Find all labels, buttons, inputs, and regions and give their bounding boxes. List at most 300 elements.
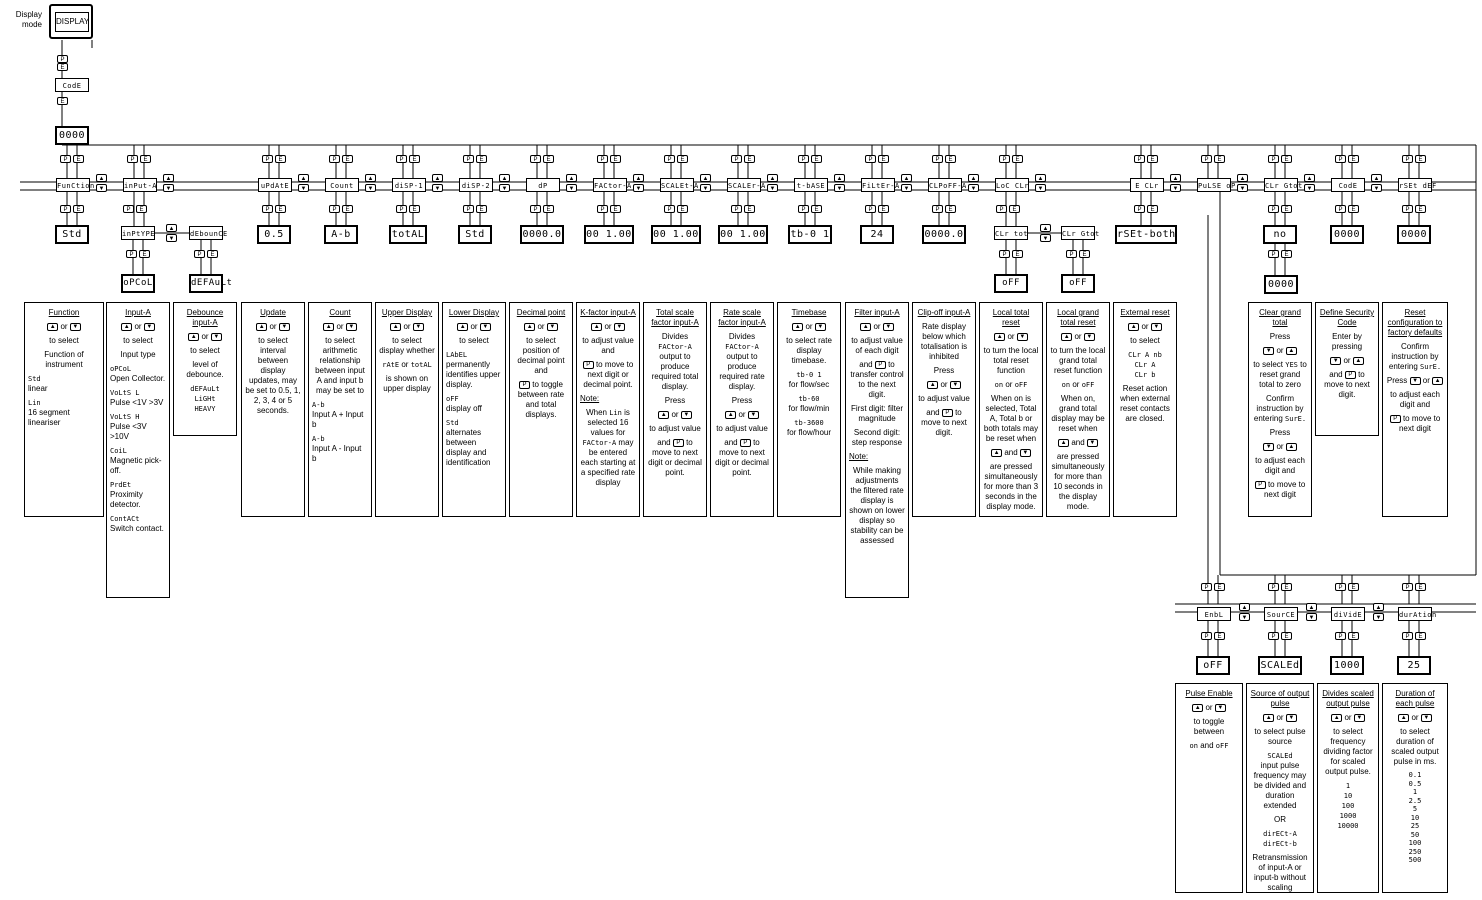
volts-l-desc: Pulse <1V >3V	[110, 398, 164, 407]
pulse-menu-2[interactable]: diVidE	[1331, 607, 1365, 621]
menu-11[interactable]: FiLtEr-A	[861, 178, 895, 192]
menu-6[interactable]: dP	[526, 178, 560, 192]
down-icon: ▼	[681, 411, 692, 419]
pulse-value-2[interactable]: 1000	[1330, 656, 1364, 675]
down-button[interactable]: ▼	[1306, 613, 1317, 621]
pulse-menu-1[interactable]: SourCE	[1264, 607, 1298, 621]
rate-code: rAtE	[382, 361, 400, 369]
up-button[interactable]: ▲	[365, 174, 376, 182]
p-button[interactable]: P	[932, 155, 943, 163]
e-button[interactable]: E	[811, 155, 822, 163]
box-kfactor-desc2: to move to next digit or decimal point.	[583, 360, 634, 389]
clr-tot-value[interactable]: oFF	[994, 274, 1028, 293]
p-button[interactable]: P	[262, 205, 273, 213]
p-button[interactable]: P	[865, 155, 876, 163]
box-update-desc: to select interval between display updates, may be set to 0.5, 1, 2, 3, 4 or 5 seconds.	[245, 336, 301, 415]
e-button[interactable]: E	[1348, 205, 1359, 213]
value-8[interactable]: 00 1.00	[651, 225, 701, 244]
down-button[interactable]: ▼	[767, 184, 778, 192]
e-button[interactable]: E	[1415, 205, 1426, 213]
down-icon: ▼	[1330, 357, 1341, 365]
or-text: or	[873, 322, 881, 331]
menu-12[interactable]: CLPoFF-A	[928, 178, 962, 192]
p-button[interactable]: P	[798, 155, 809, 163]
menu-8[interactable]: SCALEt-A	[660, 178, 694, 192]
up-button[interactable]: ▲	[1040, 224, 1051, 232]
p-button[interactable]: P	[999, 155, 1010, 163]
p-button[interactable]: P	[262, 155, 273, 163]
pulse-value-3[interactable]: 25	[1397, 656, 1431, 675]
menu-2[interactable]: uPdAtE	[258, 178, 292, 192]
up-button[interactable]: ▲	[834, 174, 845, 182]
box-source-desc1: to select pulse source	[1254, 727, 1306, 746]
menu-18[interactable]: rSEt dEF	[1398, 178, 1432, 192]
up-icon: ▲	[991, 449, 1002, 457]
or-text: or	[1072, 380, 1080, 389]
p-button[interactable]: P	[463, 155, 474, 163]
value-14[interactable]: rSEt-both	[1115, 225, 1177, 244]
box-local-total-title: Local total reset	[992, 308, 1030, 327]
e-button[interactable]: E	[945, 155, 956, 163]
menu-13[interactable]: LoC CLr	[995, 178, 1029, 192]
p-button[interactable]: P	[996, 205, 1007, 213]
menu-17[interactable]: CodE	[1331, 178, 1365, 192]
down-button[interactable]: ▼	[901, 184, 912, 192]
up-button[interactable]: ▲	[1371, 174, 1382, 182]
p-button[interactable]: P	[1402, 155, 1413, 163]
up-button[interactable]: ▲	[499, 174, 510, 182]
or-text: or	[1276, 346, 1284, 355]
up-icon: ▲	[323, 323, 334, 331]
menu-14[interactable]: E CLr	[1130, 178, 1164, 192]
e-button[interactable]: E	[1214, 583, 1225, 591]
press-text: Press	[664, 396, 686, 405]
p-button[interactable]: P	[396, 155, 407, 163]
on-code: on	[994, 381, 1004, 389]
e-button[interactable]: E	[1281, 155, 1292, 163]
up-button[interactable]: ▲	[1170, 174, 1181, 182]
down-button[interactable]: ▼	[365, 184, 376, 192]
p-button[interactable]: P	[731, 205, 742, 213]
clr-gtot-value[interactable]: oFF	[1061, 274, 1095, 293]
p-button[interactable]: P	[530, 155, 541, 163]
up-button[interactable]: ▲	[1237, 174, 1248, 182]
p-button[interactable]: P	[597, 205, 608, 213]
up-button[interactable]: ▲	[1239, 603, 1250, 611]
e-button[interactable]: E	[1348, 583, 1359, 591]
box-function	[24, 302, 104, 517]
p-button[interactable]: P	[664, 155, 675, 163]
e-button[interactable]: E	[945, 205, 956, 213]
box-input-a-title: Input-A	[125, 308, 151, 317]
down-button[interactable]: ▼	[1371, 184, 1382, 192]
p-button[interactable]: P	[597, 155, 608, 163]
menu-1[interactable]: inPut-A	[123, 178, 157, 192]
p-button[interactable]: P	[396, 205, 407, 213]
p-button[interactable]: P	[60, 155, 71, 163]
inptype-menu[interactable]: inPtYPE	[121, 226, 155, 240]
duration-value: 0.5	[1408, 779, 1422, 788]
down-button[interactable]: ▼	[499, 184, 510, 192]
box-clipoff-desc1: Rate display below which totalisation is inhibited	[920, 322, 968, 361]
menu-15[interactable]: PuLSE oP	[1197, 178, 1231, 192]
e-button[interactable]: E	[1012, 155, 1023, 163]
e-button[interactable]: E	[878, 155, 889, 163]
down-button[interactable]: ▼	[432, 184, 443, 192]
e-button[interactable]: E	[73, 155, 84, 163]
factor-code: FACtor-A	[725, 343, 759, 351]
p-button[interactable]: P	[1335, 583, 1346, 591]
p-button[interactable]: P	[1268, 155, 1279, 163]
e-button[interactable]: E	[543, 205, 554, 213]
down-icon: ▼	[413, 323, 424, 331]
e-button[interactable]: E	[275, 205, 286, 213]
tb1-code: tb-0 1	[796, 371, 822, 379]
menu-0[interactable]: FunCtion	[56, 178, 90, 192]
down-button[interactable]: ▼	[1170, 184, 1181, 192]
direct-b-code: dirECt-b	[1263, 840, 1297, 848]
down-button[interactable]: ▼	[1239, 613, 1250, 621]
value-16[interactable]: no	[1263, 225, 1297, 244]
box-divides	[1317, 683, 1379, 893]
box-upper-desc1: to select display whether	[379, 336, 435, 355]
total-code: totAL	[410, 361, 432, 369]
e-button[interactable]: E	[811, 205, 822, 213]
p-button[interactable]: P	[530, 205, 541, 213]
value-11[interactable]: 24	[860, 225, 894, 244]
down-button[interactable]: ▼	[166, 234, 177, 242]
up-button[interactable]: ▲	[700, 174, 711, 182]
up-button[interactable]: ▲	[298, 174, 309, 182]
box-security-desc1: Enter by pressing	[1331, 332, 1363, 351]
e-button[interactable]: E	[73, 205, 84, 213]
down-button[interactable]: ▼	[1035, 184, 1046, 192]
e-button[interactable]: E	[1214, 155, 1225, 163]
p-button[interactable]: P	[1335, 155, 1346, 163]
opcol-desc: Open Collector.	[110, 374, 166, 383]
p-button[interactable]: P	[798, 205, 809, 213]
up-icon: ▲	[1286, 347, 1297, 355]
value-10[interactable]: tb-0 1	[788, 225, 832, 244]
lin-code: Lin	[28, 399, 41, 407]
e-button[interactable]: E	[1348, 155, 1359, 163]
p-button[interactable]: P	[865, 205, 876, 213]
coil-desc: Magnetic pick-off.	[110, 456, 162, 475]
up-icon: ▲	[1128, 323, 1139, 331]
down-icon: ▼	[547, 323, 558, 331]
or-text: or	[1074, 332, 1082, 341]
up-button[interactable]: ▲	[1373, 603, 1384, 611]
p-button[interactable]: P	[1402, 583, 1413, 591]
pulse-value-1[interactable]: SCALEd	[1258, 656, 1302, 675]
up-button[interactable]: ▲	[432, 174, 443, 182]
p-button[interactable]: P	[1335, 205, 1346, 213]
e-button[interactable]: E	[1415, 583, 1426, 591]
up-button[interactable]: ▲	[633, 174, 644, 182]
pulse-value-0[interactable]: oFF	[1196, 656, 1230, 675]
e-button[interactable]: E	[1281, 205, 1292, 213]
value-18[interactable]: 0000	[1397, 225, 1431, 244]
box-k-factor	[576, 302, 640, 517]
opcol-code: oPCoL	[110, 365, 132, 373]
note-text: may be entered each starting at a specified rate display	[580, 438, 636, 487]
e-button[interactable]: E	[207, 250, 218, 258]
down-button[interactable]: ▼	[633, 184, 644, 192]
down-button[interactable]: ▼	[1040, 234, 1051, 242]
value-2[interactable]: 0.5	[257, 225, 291, 244]
box-debounce-title: Debounce input-A	[186, 308, 224, 327]
box-total-scale-desc3: to adjust value	[649, 424, 701, 433]
or-text: or	[1005, 380, 1013, 389]
box-divides-desc: to select frequency dividing factor for scaled output pulse.	[1323, 727, 1373, 776]
p-button[interactable]: P	[127, 155, 138, 163]
e-button[interactable]: E	[610, 205, 621, 213]
or-text: or	[401, 360, 409, 369]
box-external-title: External reset	[1120, 308, 1170, 317]
and-text: and	[1071, 438, 1085, 447]
down-button[interactable]: ▼	[1237, 184, 1248, 192]
e-button[interactable]: E	[409, 205, 420, 213]
p-button[interactable]: P	[664, 205, 675, 213]
p-button[interactable]: P	[1335, 632, 1346, 640]
and-text: and	[1004, 448, 1018, 457]
down-icon: ▼	[480, 323, 491, 331]
value-17[interactable]: 0000	[1330, 225, 1364, 244]
box-external-select: to select	[1130, 336, 1160, 345]
down-icon: ▼	[1151, 323, 1162, 331]
box-source-title: Source of output pulse	[1250, 689, 1310, 708]
or-text: or	[1276, 713, 1284, 722]
inptype-value[interactable]: oPCoL	[121, 274, 155, 293]
up-icon: ▲	[47, 323, 58, 331]
p-button[interactable]: P	[60, 205, 71, 213]
e-button[interactable]: E	[136, 205, 147, 213]
e-button[interactable]: E	[1079, 250, 1090, 258]
down-button[interactable]: ▼	[968, 184, 979, 192]
e-button[interactable]: E	[677, 205, 688, 213]
up-button[interactable]: ▲	[901, 174, 912, 182]
up-button[interactable]: ▲	[1304, 174, 1315, 182]
e-button[interactable]: E	[1214, 632, 1225, 640]
off-desc: display off	[446, 404, 482, 413]
menu-3[interactable]: Count	[325, 178, 359, 192]
pulse-menu-0[interactable]: EnbL	[1197, 607, 1231, 621]
e-button[interactable]: E	[476, 205, 487, 213]
and-text: and	[657, 438, 671, 447]
box-security-code	[1315, 302, 1379, 436]
box-lower-display	[442, 302, 506, 517]
value-3[interactable]: A-b	[324, 225, 358, 244]
box-reset-cfg-desc3: to move to next digit	[1398, 414, 1441, 433]
up-button[interactable]: ▲	[96, 174, 107, 182]
box-count-title: Count	[329, 308, 351, 317]
p-button[interactable]: P	[1201, 583, 1212, 591]
e-button[interactable]: E	[342, 155, 353, 163]
e-button[interactable]: E	[677, 155, 688, 163]
clr-gtot-menu[interactable]: CLr Gtot	[1061, 226, 1095, 240]
p-button[interactable]: P	[731, 155, 742, 163]
e-button[interactable]: E	[1415, 155, 1426, 163]
down-button[interactable]: ▼	[1304, 184, 1315, 192]
p-button[interactable]: P	[57, 55, 68, 63]
debounce-value[interactable]: dEFAuLt	[189, 274, 223, 293]
up-button[interactable]: ▲	[566, 174, 577, 182]
p-button[interactable]: P	[1268, 250, 1279, 258]
e-button[interactable]: E	[1009, 205, 1020, 213]
down-button[interactable]: ▼	[566, 184, 577, 192]
box-total-scale	[643, 302, 707, 517]
down-button[interactable]: ▼	[700, 184, 711, 192]
box-function-select: to select	[49, 336, 79, 345]
e-button[interactable]: E	[1147, 155, 1158, 163]
code-entry-menu[interactable]: CodE	[55, 78, 89, 92]
value-6[interactable]: 0000.0	[520, 225, 564, 244]
p-button[interactable]: P	[329, 205, 340, 213]
volts-l-code: VoLtS L	[110, 389, 140, 397]
box-kfactor-title: K-factor input-A	[580, 308, 636, 317]
value-5[interactable]: Std	[458, 225, 492, 244]
e-button[interactable]: E	[140, 155, 151, 163]
or-text: or	[134, 322, 142, 331]
e-button[interactable]: E	[139, 250, 150, 258]
value-7[interactable]: 00 1.00	[584, 225, 634, 244]
e-button[interactable]: E	[342, 205, 353, 213]
p-button[interactable]: P	[194, 250, 205, 258]
e-button[interactable]: E	[1012, 250, 1023, 258]
down-button[interactable]: ▼	[163, 184, 174, 192]
e-button[interactable]: E	[744, 205, 755, 213]
factor-code: FACtor-A	[658, 343, 692, 351]
menu-16[interactable]: CLr Gtot	[1264, 178, 1298, 192]
down-button[interactable]: ▼	[298, 184, 309, 192]
down-button[interactable]: ▼	[1373, 613, 1384, 621]
box-update-title: Update	[260, 308, 286, 317]
up-icon: ▲	[591, 323, 602, 331]
display-mode-lcd	[49, 4, 93, 39]
code-entry-value[interactable]: 0000	[55, 126, 89, 145]
p-button[interactable]: P	[126, 250, 137, 258]
p-button[interactable]: P	[1402, 205, 1413, 213]
up-button[interactable]: ▲	[767, 174, 778, 182]
box-debounce	[173, 302, 237, 436]
e-button[interactable]: E	[543, 155, 554, 163]
p-button[interactable]: P	[932, 205, 943, 213]
p-button[interactable]: P	[1268, 632, 1279, 640]
p-button[interactable]: P	[1201, 632, 1212, 640]
box-count	[308, 302, 372, 517]
p-button[interactable]: P	[1402, 632, 1413, 640]
up-icon: ▲	[1353, 357, 1364, 365]
e-button[interactable]: E	[1415, 632, 1426, 640]
e-button[interactable]: E	[409, 155, 420, 163]
up-icon: ▲	[1061, 333, 1072, 341]
down-icon: ▼	[1215, 704, 1226, 712]
e-button[interactable]: E	[1281, 250, 1292, 258]
duration-value: 10	[1410, 813, 1420, 822]
down-icon: ▼	[1286, 714, 1297, 722]
e-button[interactable]: E	[1281, 632, 1292, 640]
up-icon: ▲	[1286, 443, 1297, 451]
box-rate-scale-desc2: output to produce required rate display.	[719, 352, 765, 391]
e-button[interactable]: E	[610, 155, 621, 163]
value-4[interactable]: totAL	[389, 225, 427, 244]
e-button[interactable]: E	[1281, 583, 1292, 591]
box-local-grand-title: Local grand total reset	[1057, 308, 1099, 327]
menu-5[interactable]: diSP-2	[459, 178, 493, 192]
down-button[interactable]: ▼	[96, 184, 107, 192]
up-icon: ▲	[994, 333, 1005, 341]
clr-tot-menu[interactable]: CLr tot	[994, 226, 1028, 240]
box-duration-desc: to select duration of scaled output pulse in ms.	[1391, 727, 1439, 766]
up-button[interactable]: ▲	[163, 174, 174, 182]
value-9[interactable]: 00 1.00	[718, 225, 768, 244]
box-function-title: Function	[48, 308, 80, 317]
p-button[interactable]: P	[463, 205, 474, 213]
box-dp-desc2: to toggle between rate and total displays.	[517, 380, 565, 419]
box-local-total-reset	[979, 302, 1043, 517]
up-icon: ▲	[658, 411, 669, 419]
menu-4[interactable]: diSP-1	[392, 178, 426, 192]
menu-7[interactable]: FACtor-A	[593, 178, 627, 192]
divides-value: 1	[1345, 782, 1351, 790]
or-text: or	[1411, 713, 1419, 722]
up-button[interactable]: ▲	[968, 174, 979, 182]
p-button[interactable]: P	[329, 155, 340, 163]
p-button[interactable]: P	[1066, 250, 1077, 258]
e-button[interactable]: E	[476, 155, 487, 163]
pulse-menu-3[interactable]: durAtion	[1398, 607, 1432, 621]
duration-value: 5	[1412, 805, 1418, 813]
duration-value: 1	[1412, 788, 1418, 796]
value-12[interactable]: 0000.0	[922, 225, 966, 244]
press-text: Press	[933, 366, 955, 375]
up-button[interactable]: ▲	[1306, 603, 1317, 611]
up-button[interactable]: ▲	[166, 224, 177, 232]
e-button[interactable]: E	[744, 155, 755, 163]
p-button[interactable]: P	[999, 250, 1010, 258]
clr-gtot-confirm-value[interactable]: 0000	[1264, 275, 1298, 294]
p-button[interactable]: P	[1268, 205, 1279, 213]
menu-9[interactable]: SCALEr-A	[727, 178, 761, 192]
e-button[interactable]: E	[1147, 205, 1158, 213]
press-text: Press	[1269, 332, 1291, 341]
p-button[interactable]: P	[1134, 205, 1145, 213]
e-button[interactable]: E	[57, 63, 68, 71]
p-button[interactable]: P	[1201, 155, 1212, 163]
value-0[interactable]: Std	[55, 225, 89, 244]
p-button[interactable]: P	[123, 205, 134, 213]
sure-code: SurE.	[1285, 415, 1307, 423]
sure-code: SurE.	[1420, 363, 1442, 371]
debounce-default: dEFAuLt	[190, 385, 220, 393]
e-button[interactable]: E	[275, 155, 286, 163]
down-icon: ▼	[815, 323, 826, 331]
box-filter-note: While making adjustments the filtered rate display is shown on lower display so stability can be assessed	[849, 466, 905, 545]
up-button[interactable]: ▲	[1035, 174, 1046, 182]
debounce-menu[interactable]: dEbounCE	[189, 226, 223, 240]
down-button[interactable]: ▼	[834, 184, 845, 192]
display-mode-label: Display mode	[15, 10, 42, 29]
box-dp-desc1: to select position of decimal point and	[517, 336, 565, 375]
p-button[interactable]: P	[1268, 583, 1279, 591]
e-button[interactable]: E	[1348, 632, 1359, 640]
menu-10[interactable]: t-bASE	[794, 178, 828, 192]
box-rate-scale-desc4: to move to next digit or decimal point.	[715, 438, 769, 477]
p-button[interactable]: P	[1134, 155, 1145, 163]
e-button[interactable]: E	[57, 97, 68, 105]
divides-value: 10	[1343, 792, 1353, 800]
e-button[interactable]: E	[878, 205, 889, 213]
